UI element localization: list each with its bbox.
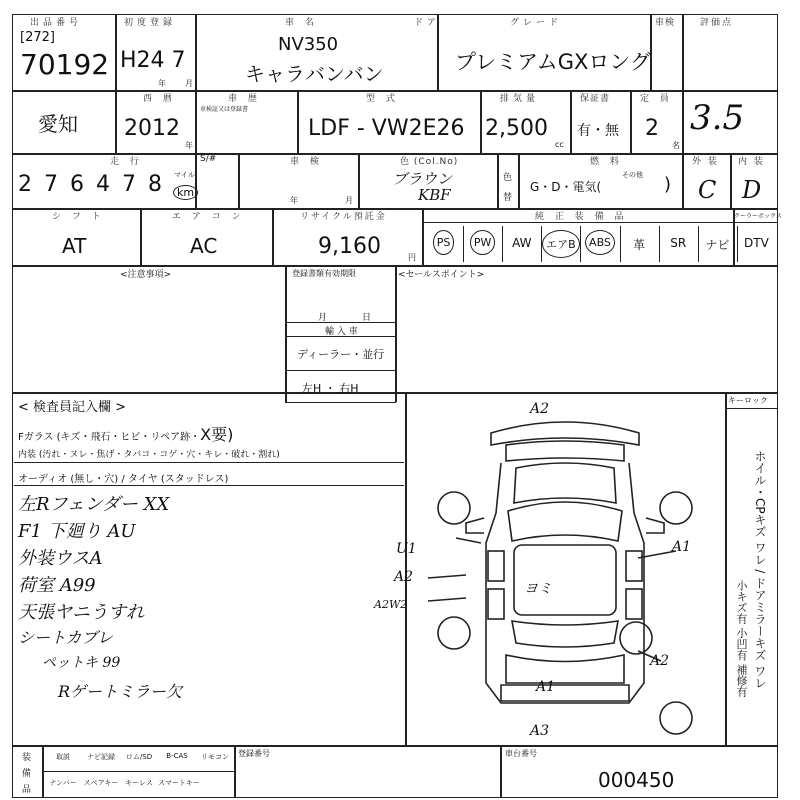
fuel-other: その他 (622, 171, 643, 179)
rule (580, 226, 581, 262)
score-label: 評価点 (700, 18, 734, 28)
car-damage-diagram (374, 393, 724, 745)
audio-line: オーディオ (無し・穴) / タイヤ (スタッドレス) (18, 474, 229, 485)
rule (422, 222, 778, 223)
equip-side: 装 (22, 753, 32, 763)
rule (737, 226, 738, 262)
mileage-label: 走 行 (110, 157, 143, 167)
type-value: LDF - VW2E26 (308, 116, 465, 141)
damage-mark: A2 (394, 569, 414, 585)
rule (500, 745, 502, 798)
rule (497, 153, 499, 208)
equipment-label: エアB (542, 230, 580, 258)
rule (682, 90, 684, 153)
inspector-note-line: Rゲートミラー欠 (58, 682, 183, 701)
footer-equipment-item: ナビ記録 (87, 753, 115, 761)
interior-label: 内 装 (738, 157, 765, 167)
mileage-mile: マイル (174, 171, 195, 179)
year-value: 2012 (124, 116, 180, 141)
mileage-value: 276478 (18, 172, 174, 197)
shaken-label: 車検 (655, 18, 676, 28)
year-unit: 年 (185, 141, 193, 150)
footer-equipment-item: スペアキー (83, 779, 119, 787)
rule (620, 226, 621, 262)
exterior-label: 外 装 (692, 157, 719, 167)
door-label: ドア (414, 18, 440, 28)
equipment-label: PS (433, 230, 455, 255)
rule (14, 462, 404, 463)
lot-label: 出品番号 (30, 18, 83, 28)
side-text: ホイル・CPキズ ワレ / ドアミラーキズ ワレ (753, 450, 767, 689)
f-glass-mark: X要) (200, 425, 234, 444)
car-model: NV350 (278, 34, 339, 55)
rule (682, 153, 684, 208)
type-label: 型 式 (366, 94, 399, 104)
rule (725, 408, 778, 409)
side-sub: 小キズ有 小凹有 補修有 (735, 580, 748, 697)
inspector-notes (18, 490, 398, 740)
chassis-value: 000450 (598, 768, 675, 792)
footer-equipment-item: ナンバー (49, 779, 77, 787)
rule (630, 90, 632, 153)
rule (285, 322, 396, 323)
equipment-item (580, 230, 619, 255)
capacity-value: 2 (645, 116, 659, 141)
lot-number: 70192 (20, 48, 110, 81)
equip-side: 品 (22, 785, 32, 795)
recycle-value: 9,160 (318, 234, 381, 259)
f-glass-text: Fガラス (キズ・飛石・ヒビ・リペア跡・ (18, 432, 201, 443)
inspector-note-line: 荷室 A99 (18, 575, 96, 596)
car-label: 車 名 (285, 18, 318, 28)
equipment-item (620, 230, 659, 259)
equipment-label: SR (670, 236, 687, 250)
reg-label: 初度登録 (124, 18, 177, 28)
inspection-month: 月 (345, 196, 353, 205)
fuel-close: ) (664, 174, 672, 195)
import-label: 輸 入 車 (325, 327, 358, 337)
rule (42, 771, 234, 772)
capacity-label: 定 員 (640, 94, 673, 104)
rule (285, 370, 396, 371)
rule (115, 14, 117, 90)
footer-equipment-item: ロム/SD (125, 753, 153, 761)
cooler-label: クーラーボックス (734, 213, 782, 220)
reg-value: H24 7 (120, 48, 186, 73)
rule (115, 90, 117, 153)
inspector-title: < 検査員記入欄 > (18, 400, 127, 415)
equipment-item (698, 230, 737, 259)
color-label: 色 (Col.No) (400, 157, 459, 167)
equipment-label: ABS (585, 230, 615, 255)
equipment-label: PW (470, 230, 496, 255)
inspection-label: 車 検 (290, 157, 323, 167)
inspector-note-line: 天張ヤニうすれ (18, 602, 144, 623)
rule (285, 265, 287, 402)
damage-mark: A2 (650, 653, 670, 669)
ac-label: エ ア コ ン (172, 212, 245, 222)
inspector-note-line: 外装ウスA (18, 548, 103, 569)
footer-equipment-item: スマートキー (158, 779, 200, 787)
rule (140, 208, 142, 265)
rule (480, 90, 482, 153)
fuel-label: 燃 料 (590, 157, 623, 167)
equipment-label: DTV (744, 236, 769, 250)
damage-mark: A2W2 (374, 598, 408, 611)
rule (541, 226, 542, 262)
damage-mark: A3 (530, 723, 550, 739)
exterior-value: C (698, 176, 717, 204)
rule (698, 226, 699, 262)
equipment-label: 純 正 装 備 品 (535, 212, 628, 222)
mileage-note: S/# (200, 154, 217, 164)
reg-number-label: 登録番号 (238, 749, 270, 758)
equipment-item (737, 230, 776, 256)
import-value: ディーラー・並行 (297, 348, 385, 361)
rule (195, 14, 197, 90)
equipment-item (659, 230, 698, 256)
color-value: ブラウン (392, 170, 453, 188)
rule (463, 226, 464, 262)
grade-label: グレード (510, 18, 563, 28)
shift-label: シ フ ト (52, 212, 105, 222)
doc-month: 月 (318, 313, 328, 323)
equipment-items-row (44, 776, 234, 794)
footer-equipment-item: 取説 (56, 753, 70, 761)
color-code: KBF (418, 186, 451, 204)
damage-mark: ヨミ (524, 581, 552, 597)
caution-label: <注意事項> (120, 270, 172, 280)
footer-equipment-item: B-CAS (166, 752, 188, 760)
fuel-value: G・D・電気( (530, 180, 602, 194)
chassis-label: 車台番号 (505, 749, 537, 758)
color-change: 替 (503, 193, 513, 203)
color-change: 色 (503, 173, 513, 183)
grade-value: プレミアムGXロング (455, 50, 651, 74)
inspector-note-line: ペットキ 99 (42, 655, 121, 671)
shaken-label: 車 歴 (228, 94, 261, 104)
ac-value: AC (190, 234, 218, 258)
rule (682, 14, 684, 90)
recycle-label: リサイクル預託金 (300, 212, 387, 222)
capacity-unit: 名 (672, 141, 680, 150)
rule (518, 153, 520, 208)
cc-value: 2,500 (485, 116, 548, 141)
damage-mark: A1 (672, 539, 692, 555)
equip-side: 備 (22, 769, 32, 779)
reg-month-unit: 月 (185, 79, 193, 88)
handle-value: 左H ・ 右H (302, 382, 359, 395)
shift-value: AT (62, 234, 87, 258)
rule (195, 153, 197, 208)
rule (238, 153, 240, 208)
lot-sub: [272] (20, 30, 55, 45)
rule (12, 208, 778, 210)
inspector-note-line: F1 下廻り AU (18, 521, 136, 542)
damage-mark: U1 (396, 541, 417, 557)
rule (502, 226, 503, 262)
damage-mark: A2 (530, 401, 550, 417)
cc-unit: cc (555, 140, 564, 149)
key-label: キーロック (728, 396, 768, 405)
footer-equipment-item: リモコン (201, 753, 229, 761)
rule (234, 745, 236, 798)
equipment-item (463, 230, 502, 255)
year-label: 西 暦 (143, 94, 176, 104)
equipment-label: 革 (633, 238, 646, 252)
rule (395, 265, 397, 402)
cc-label: 排気量 (500, 94, 540, 104)
footer-equipment-item: キーレス (125, 779, 153, 787)
mileage-km: km (173, 185, 198, 200)
reg-year-unit: 年 (158, 79, 166, 88)
rule (12, 745, 778, 747)
score-value: 3.5 (690, 98, 745, 138)
rule (659, 226, 660, 262)
warranty-label: 保証書 (580, 94, 611, 104)
damage-mark: A1 (536, 679, 556, 695)
doc-label: 登録書類有効期限 (292, 269, 356, 278)
inspection-year: 年 (290, 196, 298, 205)
inspector-note-line: シートカブレ (18, 628, 113, 647)
doc-day: 日 (362, 313, 372, 323)
equipment-label: ナビ (705, 238, 730, 252)
rule (285, 402, 396, 403)
recycle-unit: 円 (408, 253, 416, 262)
equipment-label: AW (512, 236, 532, 250)
rule (730, 153, 732, 208)
equipment-items-row (44, 750, 234, 768)
rule (725, 392, 727, 745)
warranty-value: 有・無 (577, 123, 619, 139)
interior-value: D (742, 176, 762, 204)
rule (297, 90, 299, 153)
region: 愛知 (38, 112, 78, 136)
rule (14, 485, 404, 486)
equipment-item (424, 230, 463, 255)
shaken-sub: 車検証又は登録書 (200, 106, 249, 113)
inspector-note-line: 左Rフェンダー XX (18, 494, 170, 515)
rule (195, 90, 197, 153)
equipment-item (502, 230, 541, 256)
rule (570, 90, 572, 153)
equipment-item (541, 230, 580, 258)
rule (358, 153, 360, 208)
f-glass-line (18, 422, 233, 445)
interior-line: 内装 (汚れ・ヌレ・焦げ・タバコ・コゲ・穴・キレ・破れ・割れ) (18, 450, 280, 460)
equipment-list (424, 226, 776, 262)
rule (272, 208, 274, 265)
sales-label: <セールスポイント> (398, 270, 485, 280)
car-name: キャラバンバン (245, 62, 384, 86)
